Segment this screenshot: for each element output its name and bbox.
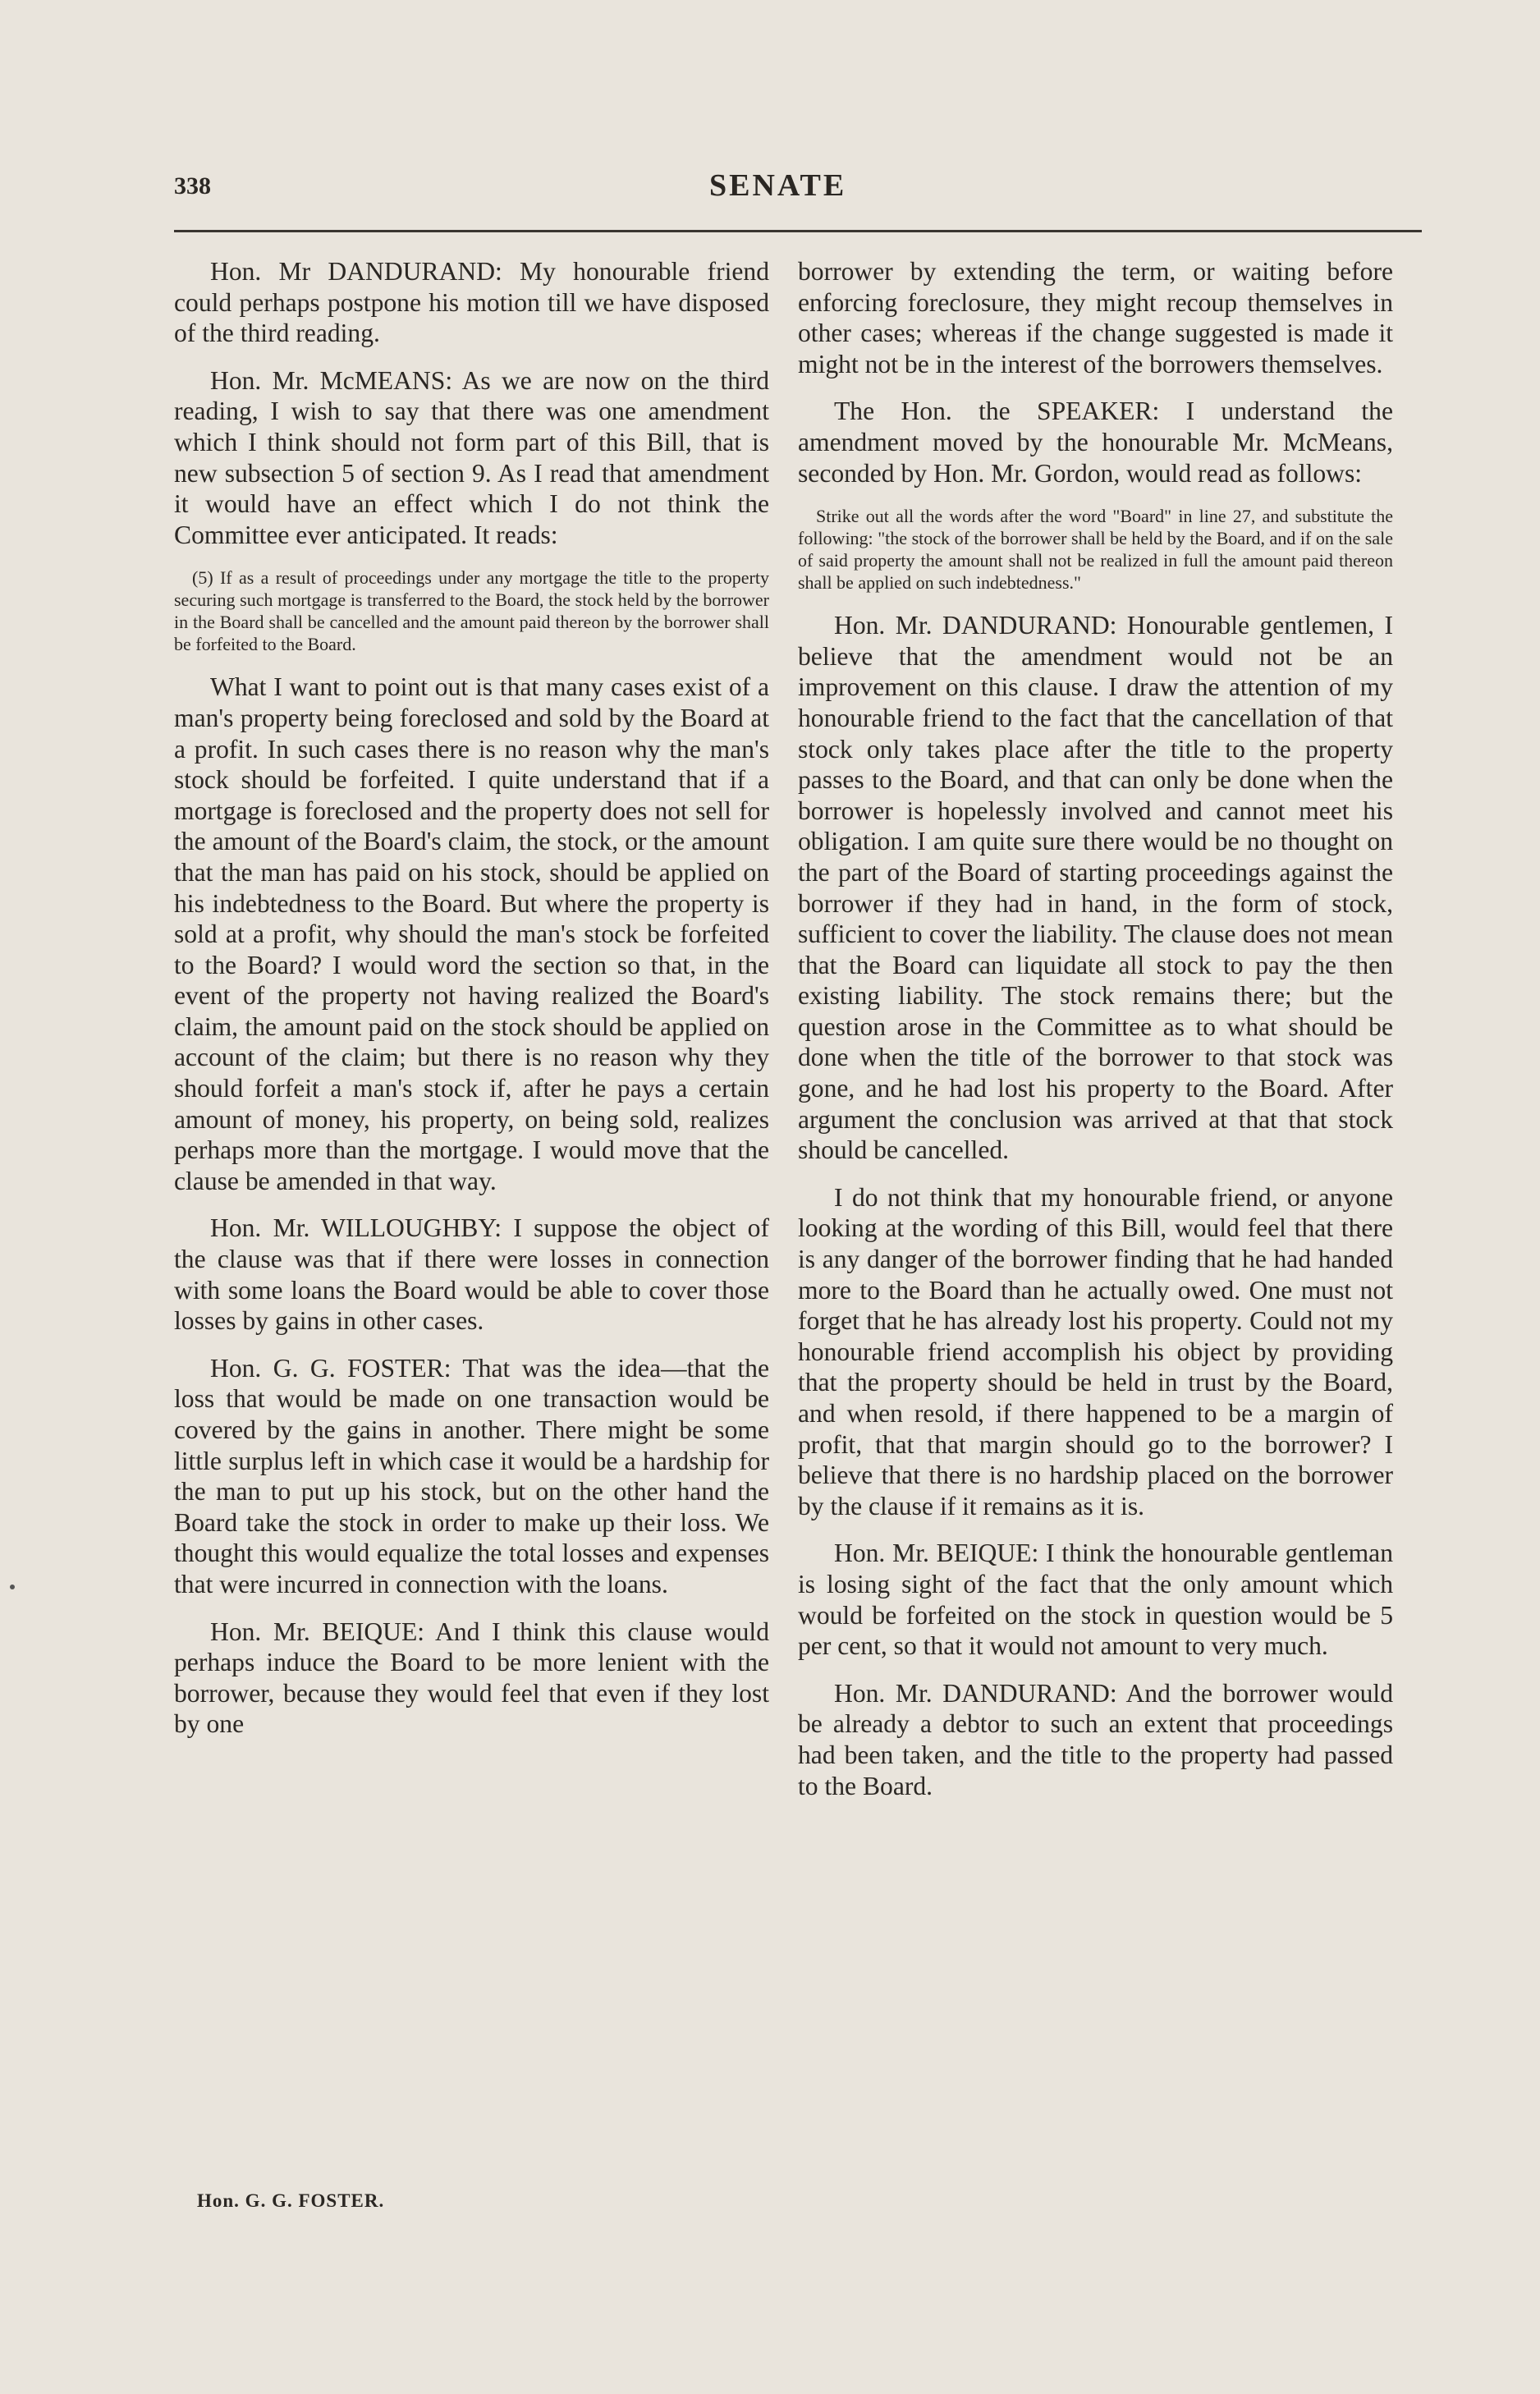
paragraph: I do not think that my honourable friend, or anyone looking at the wording of this Bill, would feel that there is any danger of the borrower finding that he had handed more to the Board than he actually owed. One must not forget that he has already lost his property. Could not my honourable friend accomplish his object by providing that the property should be held in trust by the Board, and when resold, if there happened to be a margin of profit, that that margin should go to the borrower? I believe that there is no hardship placed on the borrower by the clause if it remains as it is. xyxy=(798,1182,1393,1520)
paragraph-continued: borrower by extending the term, or waiting before enforcing foreclosure, they might recoup themselves in other cases; whereas if the change suggested is made it might not be in the interest of the borrowers themselves. xyxy=(798,257,1393,378)
right-column xyxy=(798,256,1393,1818)
paragraph: Hon. Mr. BEIQUE: I think the honourable gentleman is losing sight of the fact that the only amount which would be forfeited on the stock in question would be 5 per cent, so that it would not amount to very much. xyxy=(798,1539,1393,1661)
paragraph: Hon. Mr. DANDURAND: Honourable gentlemen, I believe that the amendment would not be an improvement on this clause. I draw the attention of my honourable friend to the fact that the cancellation of that stock only takes place after the title to the property passes to the Board, and that can only be done when the borrower is hopelessly involved and cannot meet his obligation. I am quite sure there would be no thought on the part of the Board of starting proceedings against the borrower if they had in hand, in the form of stock, sufficient to cover the liability. The clause does not mean that the Board can liquidate all stock to pay the then existing liability. The stock remains there; but the question arose in the Committee as to what should be done when the title of the borrower to that stock was gone, and he had lost his property to the Board. After argument the conclusion was arrived at that that stock should be cancelled. xyxy=(798,611,1393,1165)
quoted-clause: (5) If as a result of proceedings under any mortgage the title to the property securing such mortgage is transferred to the Board, the stock held by the borrower in the Board shall be cancelled and the amount paid thereon by the borrower shall be forfeited to the Board. xyxy=(174,567,769,655)
left-column xyxy=(174,256,769,1756)
header-rule xyxy=(174,230,1422,232)
paragraph: The Hon. the SPEAKER: I understand the amendment moved by the honourable Mr. McMeans, seconded by Hon. Mr. Gordon, would read as follows: xyxy=(798,397,1393,488)
paragraph: Hon. Mr DANDURAND: My honourable friend could perhaps postpone his motion till we have disposed of the third reading. xyxy=(174,257,769,348)
paragraph: Hon. Mr. McMEANS: As we are now on the third reading, I wish to say that there was one amendment which I think should not form part of this Bill, that is new subsection 5 of section 9. As I read that amendment it would have an effect which I do not think the Committee ever anticipated. It reads: xyxy=(174,365,769,549)
margin-dot xyxy=(10,1585,15,1589)
paragraph: Hon. Mr. BEIQUE: And I think this clause would perhaps induce the Board to be more lenient with the borrower, because they would feel that even if they lost by one xyxy=(174,1617,769,1739)
paragraph: Hon. Mr. WILLOUGHBY: I suppose the object of the clause was that if there were losses in connection with some loans the Board would be able to cover those losses by gains in other cases. xyxy=(174,1213,769,1336)
page-number: 338 xyxy=(174,172,211,200)
page-header xyxy=(174,168,1422,212)
paragraph: Hon. Mr. DANDURAND: And the borrower would be already a debtor to such an extent that proceedings had been taken, and the title to the property had passed to the Board. xyxy=(798,1678,1393,1800)
paragraph: What I want to point out is that many cases exist of a man's property being foreclosed and sold by the Board at a profit. In such cases there is no reason why the man's stock should be forfeited. I quite understand that if a mortgage is foreclosed and the property does not sell for the amount of the Board's claim, the stock, or the amount that the man has paid on his stock, should be applied on his indebtedness to the Board. But where the property is sold at a profit, why should the man's stock be forfeited to the Board? I would word the section so that, in the event of the property not having realized the Board's claim, the amount paid on the stock should be applied on account of the claim; but there is no reason why they should forfeit a man's stock if, after he pays a certain amount of money, his property, on being sold, realizes perhaps more than the mortgage. I would move that the clause be amended in that way. xyxy=(174,672,769,1195)
paragraph: Hon. G. G. FOSTER: That was the idea—that the loss that would be made on one transaction would be covered by the gains in another. There might be some little surplus left in which case it would be a hardship for the man to put up his stock, but on the other hand the Board take the stock in order to make up their loss. We thought this would equalize the total losses and expenses that were incurred in connection with the loans. xyxy=(174,1353,769,1598)
footer-speaker-name: Hon. G. G. FOSTER. xyxy=(197,2190,385,2211)
quoted-amendment: Strike out all the words after the word "Board" in line 27, and substitute the following: "the stock of the borrower shall be held by the Board, and if on the sale of said property the amount shall not be realized in full the amount paid thereon shall be applied on such indebtedness." xyxy=(798,506,1393,594)
running-head: SENATE xyxy=(709,168,847,203)
